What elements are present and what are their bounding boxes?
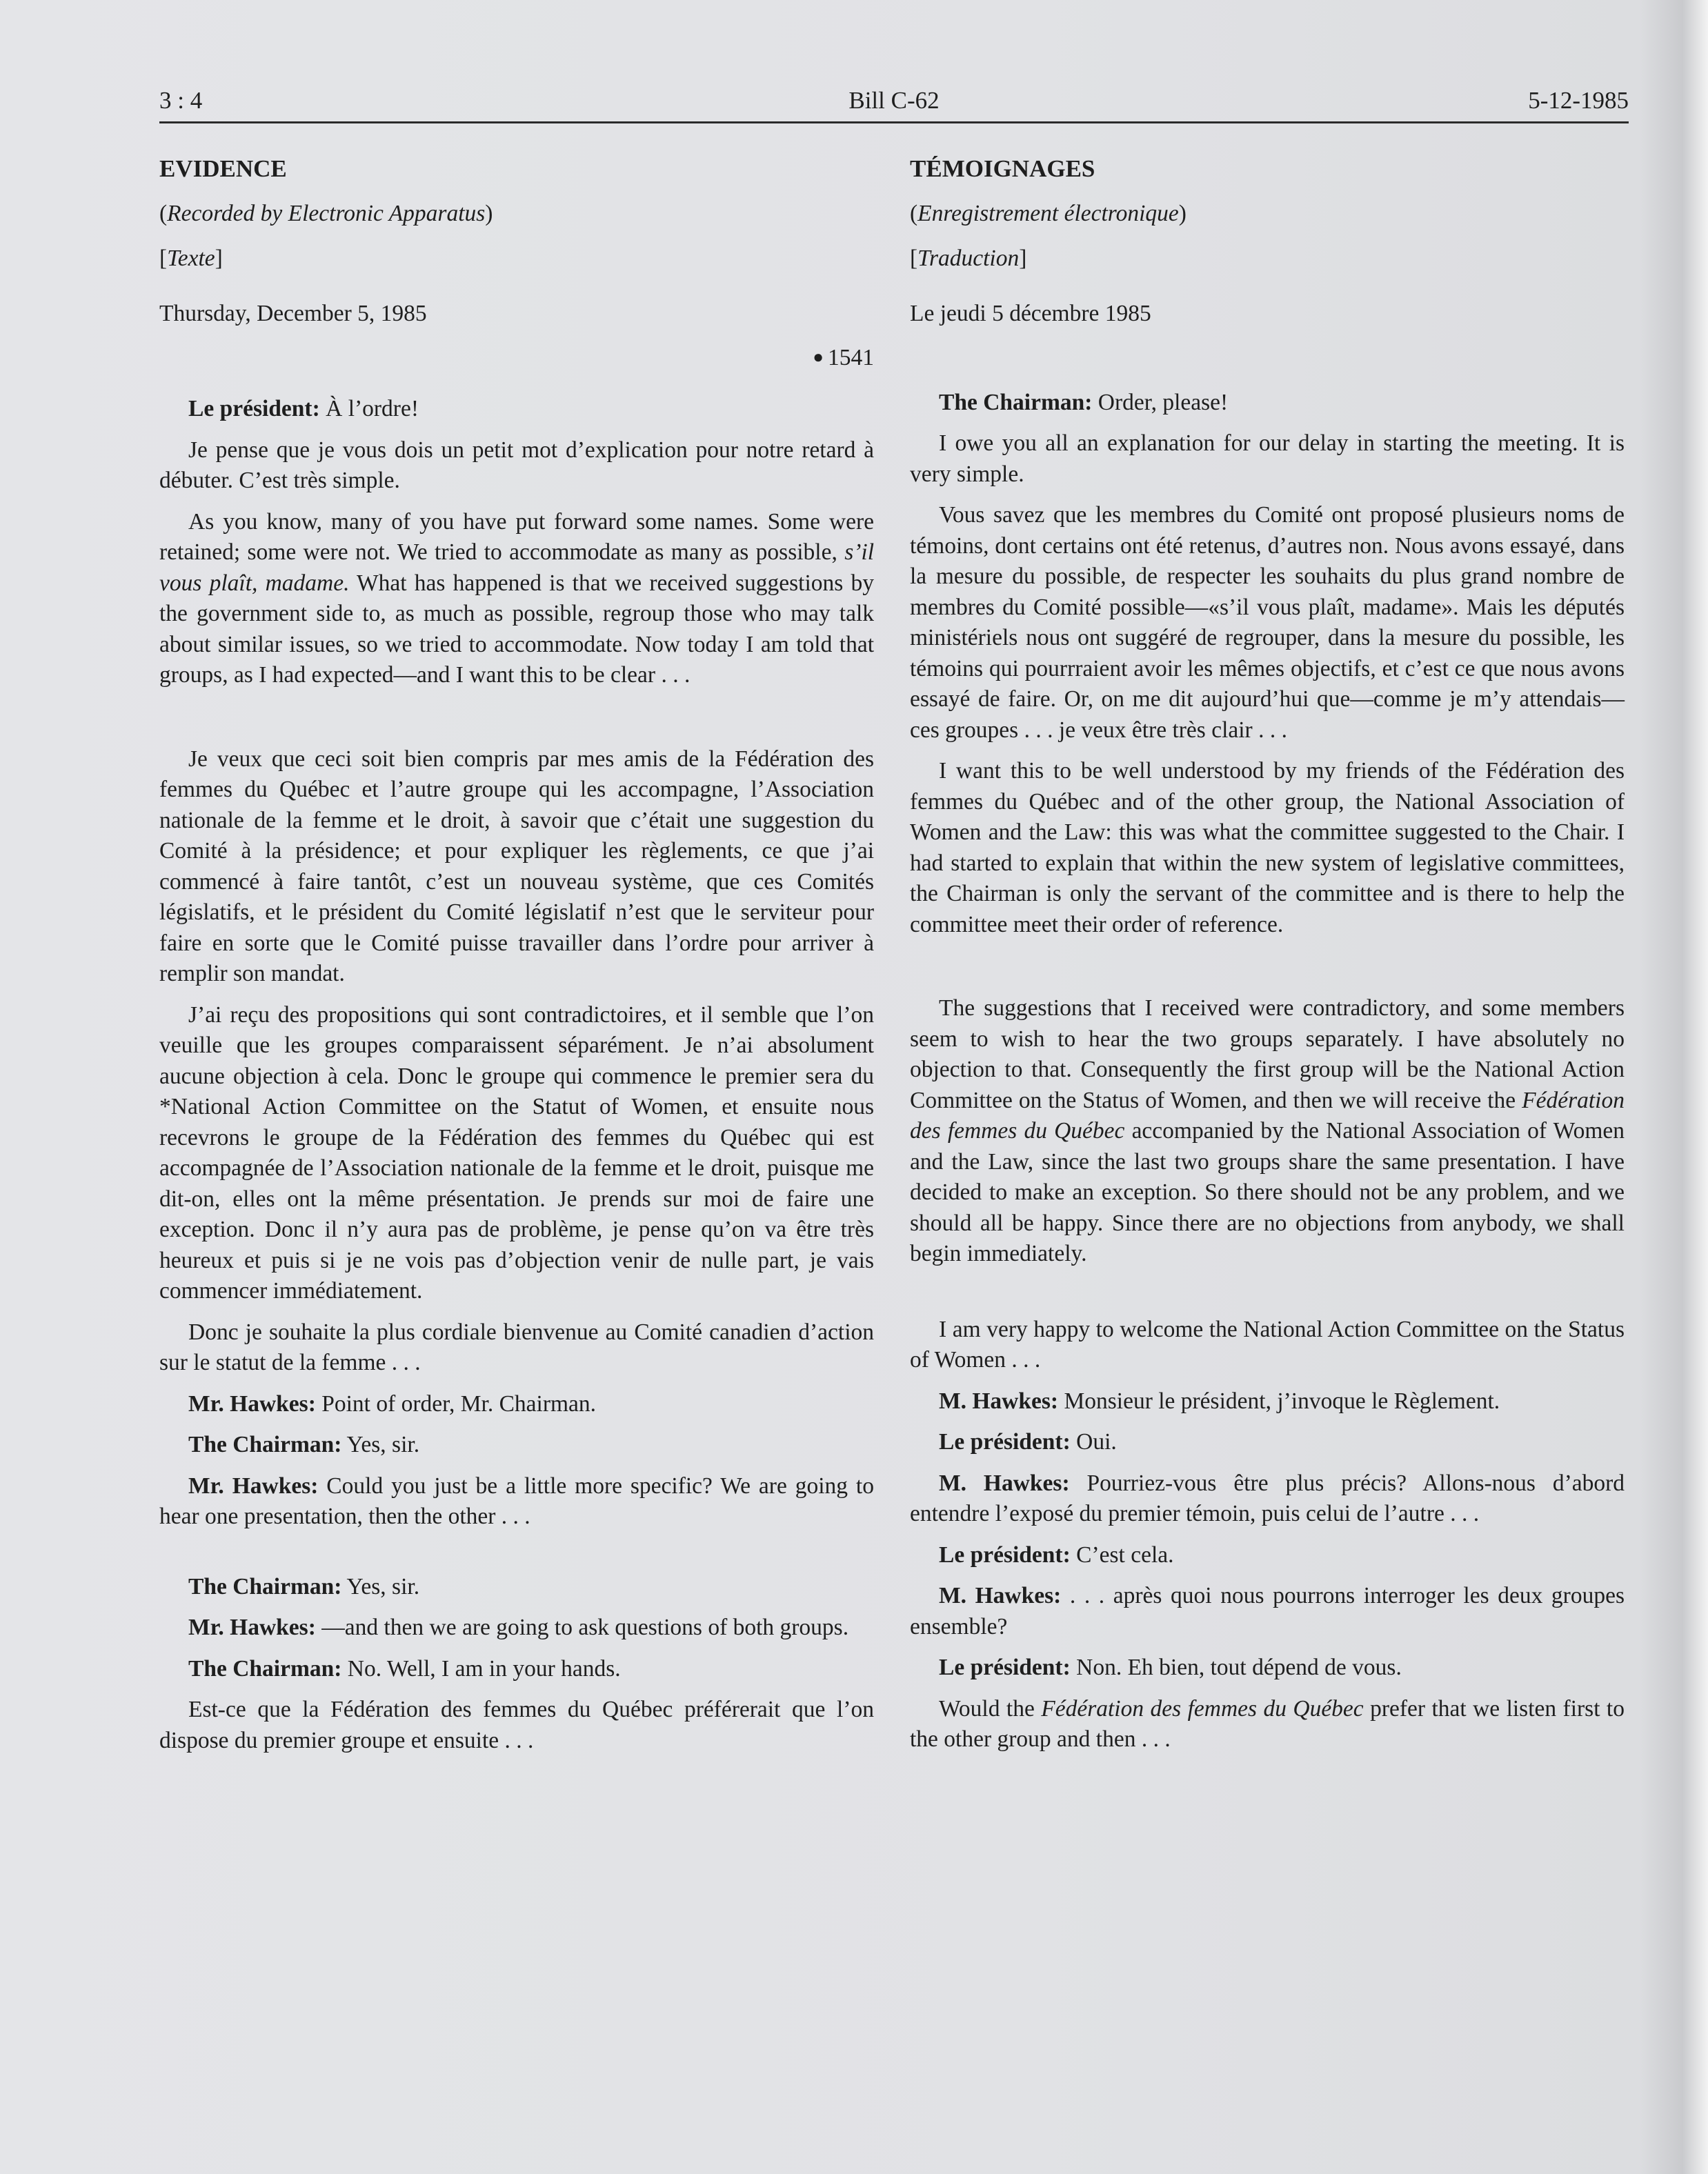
paragraph: The Chairman: Yes, sir. (188, 1573, 420, 1599)
page-number: 3 : 4 (159, 87, 203, 114)
bill-title: Bill C-62 (848, 87, 940, 114)
recorded-note: (Recorded by Electronic Apparatus) (159, 201, 493, 226)
paragraph: Vous savez que les membres du Comité ont proposé plusieurs noms de témoins, dont certains ont été retenus, d’autres non. Nous avons essayé, dans la mesure du possible, de respecter les souhaits du plus grand nombre de membres du Comité possible—«s’il vous plaît, madame». Mais les députés ministériels nous ont suggéré de regrouper, dans la mesure du possible, les témoins qui pourrraient avoir les mêmes objectifs, et c’est ce que nous avons essayé de faire. Or, on me dit aujourd’hui que—comme je m’y attendais—ces groupes . . . je veux être très clair . . . (910, 502, 1625, 743)
paragraph: I owe you all an explanation for our delay in starting the meeting. It is very simple. (910, 430, 1625, 487)
temoignages-heading: TÉMOIGNAGES (910, 155, 1095, 182)
paragraph: The Chairman: Yes, sir. (188, 1432, 420, 1457)
recorded-note-fr: (Enregistrement électronique) (910, 201, 1186, 226)
paragraph: Mr. Hawkes: Point of order, Mr. Chairman. (188, 1390, 597, 1417)
paragraph: Le président: Oui. (939, 1429, 1117, 1455)
paragraph: I am very happy to welcome the National Action Committee on the Status of Women . . . (910, 1316, 1625, 1373)
running-header (159, 81, 1629, 123)
paragraph: Donc je souhaite la plus cordiale bienvenue au Comité canadien d’action sur le statut de la femme . . . (159, 1319, 874, 1375)
paragraph: Would the Fédération des femmes du Québec prefer that we listen first to the other group and then . . . (910, 1695, 1625, 1752)
paragraph: M. Hawkes: Monsieur le président, j’invoque le Règlement. (939, 1388, 1500, 1414)
paragraph: The suggestions that I received were contradictory, and some members seem to wish to hear the two groups separately. I have absolutely no objection to that. Consequently the first group will be the National Action Committee on the Status of Women, and then we will receive the Fédération des femmes du Québec accompanied by the National Association of Women and the Law, since the last two groups share the same presentation. I have decided to make an exception. So there should not be any problem, and we should all be happy. Since there are no objections from anybody, we shall begin immediately. (910, 995, 1625, 1266)
paragraph: Mr. Hawkes: —and then we are going to ask questions of both groups. (188, 1615, 849, 1640)
traduction-label: [Traduction] (910, 245, 1027, 271)
paragraph: Mr. Hawkes: Could you just be a little more specific? We are going to hear one presentation, then the other . . . (159, 1473, 874, 1529)
sitting-date: Thursday, December 5, 1985 (159, 301, 427, 326)
paragraph: I want this to be well understood by my friends of the Fédération des femmes du Québec and of the other group, the National Association of Women and the Law: this was what the committee suggested to the Chair. I had started to explain that within the new system of legislative committees, the Chairman is only the servant of the committee and is there to help the committee meet their order of reference. (910, 758, 1625, 937)
paragraph: M. Hawkes: . . . après quoi nous pourrons interroger les deux groupes ensemble? (910, 1583, 1625, 1639)
paragraph: J’ai reçu des propositions qui sont contradictoires, et il semble que l’on veuille que les groupes comparaissent séparément. Je n’ai absolument aucune objection à cela. Donc le groupe qui commence le premier sera du *National Action Committee on the Statut of Women, et ensuite nous recevrons le groupe de la Fédération des femmes du Québec qui est accompagnée de l’Association nationale de la femme et le droit, puisque me dit-on, elles ont la même présentation. Je prends sur moi de faire une exception. Donc il n’y aura pas de problème, je pense qu’on va être très heureux et puis si je ne vois pas d’objection venir de nulle part, je vais commencer immédiatement. (159, 1001, 874, 1304)
paragraph: Je veux que ceci soit bien compris par mes amis de la Fédération des femmes du Québec et l’autre groupe qui les accompagne, l’Association nationale de la femme et le droit, à savoir que c’était une suggestion du Comité à la présidence; et pour expliquer les règlements, ce que j’ai commencé à faire tantôt, c’est un nouveau système, que ces Comités législatifs, et le président du Comité législatif n’est que le serviteur pour faire en sorte que le Comité puisse travailler dans l’ordre pour arriver à remplir son mandat. (159, 746, 874, 986)
paragraph: Je pense que je vous dois un petit mot d’explication pour notre retard à débuter. C’est très simple. (159, 437, 874, 493)
left-column (159, 153, 874, 1766)
texte-label: [Texte] (159, 245, 223, 271)
header-date: 5-12-1985 (1528, 87, 1629, 114)
paragraph: The Chairman: No. Well, I am in your hands. (188, 1655, 621, 1682)
time-stamp: ● 1541 (813, 344, 874, 370)
paragraph: Est-ce que la Fédération des femmes du Québec préférerait que l’on dispose du premier groupe et ensuite . . . (159, 1697, 874, 1753)
paragraph: The Chairman: Order, please! (939, 389, 1229, 415)
evidence-heading: EVIDENCE (159, 155, 287, 182)
paragraph: M. Hawkes: Pourriez-vous être plus précis? Allons-nous d’abord entendre l’exposé du premier témoin, puis celui de l’autre . . . (910, 1470, 1625, 1526)
right-column (910, 153, 1625, 1766)
sitting-date-fr: Le jeudi 5 décembre 1985 (910, 301, 1151, 326)
paragraph: Le président: Non. Eh bien, tout dépend de vous. (939, 1655, 1402, 1680)
paragraph: Le président: C’est cela. (939, 1542, 1174, 1568)
paragraph: As you know, many of you have put forward some names. Some were retained; some were not. We tried to accommodate as many as possible, s’il vous plaît, madame. What has happened is that we received suggestions by the government side to, as much as possible, regroup those who may talk about similar issues, so we tried to accommodate. Now today I am told that groups, as I had expected—and I want this to be clear . . . (159, 508, 874, 688)
paragraph: Le président: À l’ordre! (188, 396, 419, 421)
